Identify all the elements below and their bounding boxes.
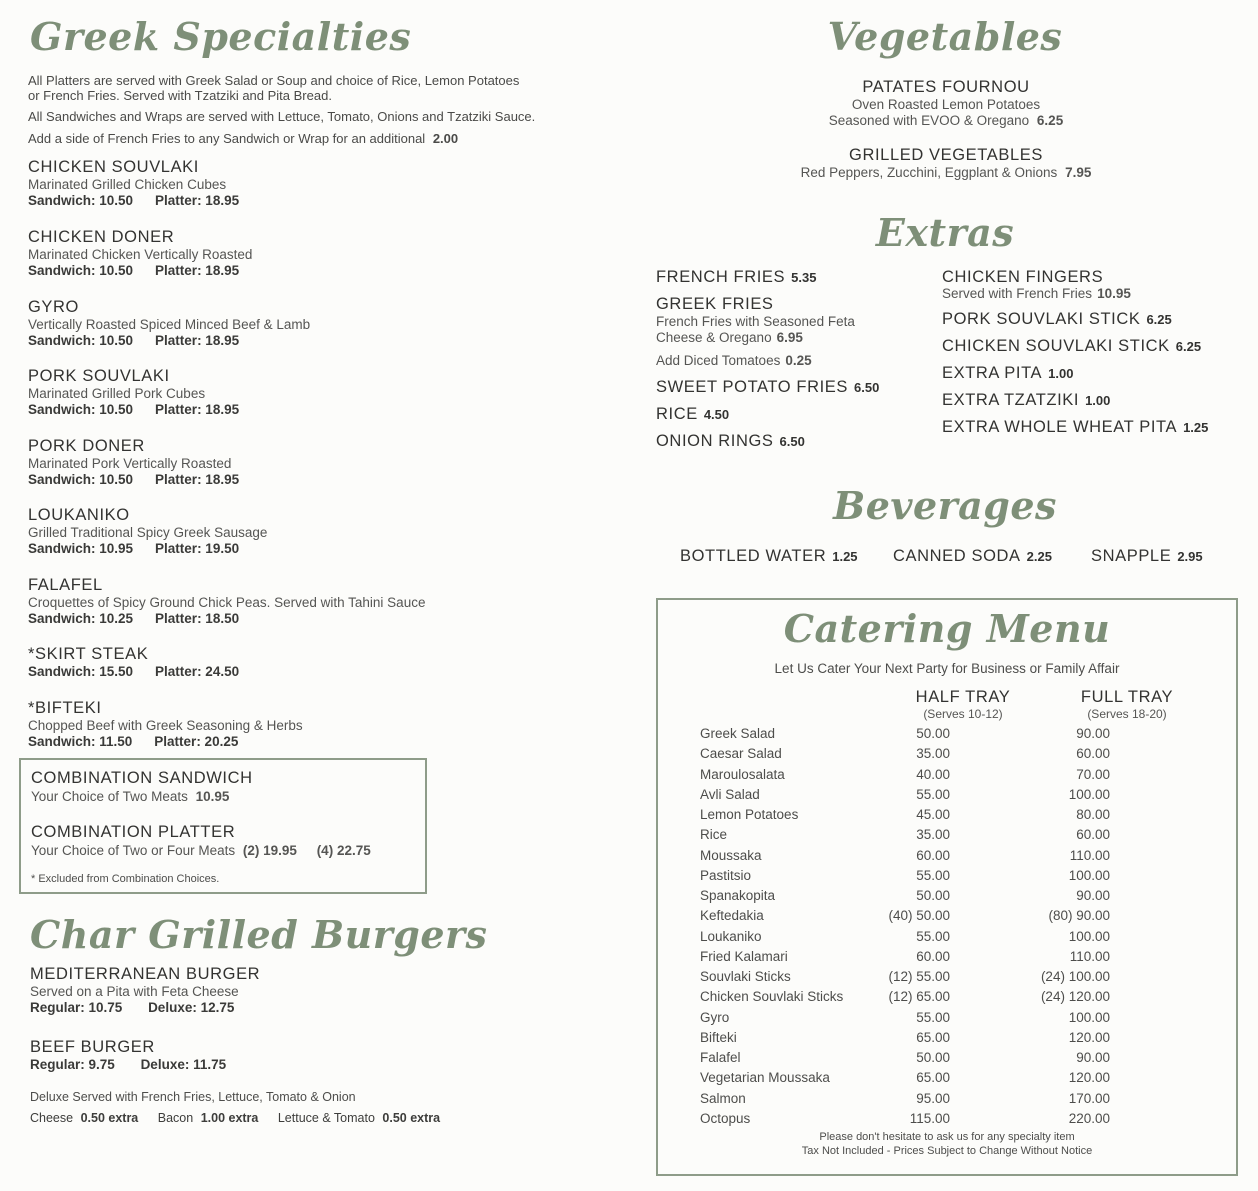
bev-soda (893, 547, 1052, 566)
bev-price: 2.95 (1177, 549, 1203, 564)
catering-row (700, 787, 1180, 807)
item-price (28, 611, 425, 627)
item-price (28, 472, 261, 488)
item-name: CHICKEN SOUVLAKI (28, 158, 199, 176)
extra-greek-fries-desc-1: French Fries with Seasoned Feta (656, 314, 855, 329)
menu-item (28, 437, 261, 488)
combination-box (19, 758, 427, 894)
veg-name: PATATES FOURNOU (862, 78, 1030, 96)
combo-note: * Excluded from Combination Choices. (31, 873, 220, 885)
catering-item-name: Loukaniko (700, 928, 762, 944)
catering-half-price: 115.00 (909, 1110, 950, 1126)
extra-price: 4.50 (703, 407, 730, 422)
item-desc: Marinated Grilled Chicken Cubes (28, 177, 227, 192)
extra-chicken-stick (942, 337, 1201, 356)
catering-full-price: 80.00 (1076, 807, 1110, 822)
veg-grilled (746, 146, 1146, 181)
catering-box (656, 598, 1238, 1176)
catering-row (700, 888, 1180, 908)
item-price (28, 402, 261, 418)
combo-sandwich-price: 10.95 (195, 789, 230, 804)
catering-half-price: 55.00 (916, 786, 950, 802)
extra-name: CHICKEN SOUVLAKI STICK (942, 337, 1170, 355)
extra-ww-pita (942, 418, 1208, 437)
catering-row (700, 1070, 1180, 1090)
item-price (28, 333, 310, 349)
catering-item-name: Falafel (700, 1050, 741, 1065)
bev-name: CANNED SODA (893, 547, 1021, 565)
catering-item-name: Bifteki (700, 1029, 737, 1045)
vegetables-title: Vegetables (827, 14, 1063, 59)
catering-half-price: 65.00 (916, 1029, 950, 1045)
catering-half-price: (40) 50.00 (888, 908, 950, 924)
bev-price: 1.25 (832, 549, 858, 564)
sandwich-price: Sandwich: 10.50 (28, 472, 134, 487)
addon-price: 0.50 extra (382, 1111, 441, 1125)
catering-row (700, 1050, 1180, 1070)
item-desc: Chopped Beef with Greek Seasoning & Herbs (28, 718, 303, 733)
burger-deluxe: Deluxe: 11.75 (140, 1057, 227, 1072)
extra-price: 6.50 (779, 434, 805, 449)
veg-desc-1: Oven Roasted Lemon Potatoes (851, 97, 1041, 112)
burger-name: MEDITERRANEAN BURGER (30, 965, 261, 983)
combo-platter-price-4: (4) 22.75 (316, 843, 371, 858)
catering-row (700, 726, 1180, 746)
item-price (28, 263, 261, 279)
extra-diced-tomatoes (656, 353, 812, 369)
catering-full-price: (24) 120.00 (1040, 989, 1110, 1005)
combo-sandwich-name: COMBINATION SANDWICH (31, 769, 253, 787)
veg-desc-2 (746, 113, 1146, 129)
intro-line-1: All Platters are served with Greek Salad or Soup and choice of Rice, Lemon Potatoes (28, 73, 520, 88)
catering-half-price: 55.00 (916, 1009, 950, 1025)
catering-row (700, 807, 1180, 827)
extra-name: EXTRA TZATZIKI (942, 391, 1080, 409)
catering-row (700, 969, 1180, 989)
platter-price: Platter: 20.25 (154, 734, 239, 749)
sandwich-price: Sandwich: 15.50 (28, 664, 134, 679)
catering-footer-2: Tax Not Included - Prices Subject to Change Without Notice (801, 1145, 1093, 1157)
catering-half-price: 35.00 (916, 746, 950, 762)
menu-item (28, 228, 261, 279)
bev-water (680, 547, 858, 566)
catering-item-name: Maroulosalata (700, 766, 785, 782)
sandwich-price: Sandwich: 11.50 (28, 734, 133, 749)
burger-price (30, 1000, 260, 1016)
platter-price: Platter: 18.95 (155, 263, 240, 278)
catering-half-price: 55.00 (916, 928, 950, 944)
catering-full-price: 170.00 (1068, 1090, 1110, 1106)
combo-sandwich-desc-text: Your Choice of Two Meats (31, 789, 188, 804)
veg-desc-1-text: Red Peppers, Zucchini, Eggplant & Onions (800, 165, 1058, 180)
item-price (28, 664, 261, 680)
menu-item (28, 367, 261, 418)
sandwich-price: Sandwich: 10.95 (28, 541, 134, 556)
catering-half-price: (12) 65.00 (888, 989, 950, 1005)
burger-regular: Regular: 9.75 (30, 1057, 115, 1072)
combo-platter-desc (31, 843, 371, 859)
extra-name: SWEET POTATO FRIES (656, 378, 849, 396)
catering-half-price: 50.00 (916, 1050, 950, 1065)
deluxe-note: Deluxe Served with French Fries, Lettuce, Tomato & Onion (30, 1090, 356, 1104)
catering-row (700, 827, 1180, 847)
catering-footer-1: Please don't hesitate to ask us for any specialty item (819, 1131, 1075, 1143)
veg-name: GRILLED VEGETABLES (849, 146, 1043, 164)
burgers-title: Char Grilled Burgers (30, 912, 488, 957)
burger-mediterranean (30, 965, 260, 1016)
catering-row (700, 989, 1180, 1009)
extra-price: 0.25 (785, 353, 812, 368)
catering-full-price: 100.00 (1068, 867, 1110, 883)
extra-price: 6.25 (1146, 312, 1172, 327)
addon-label: Lettuce & Tomato (277, 1111, 375, 1125)
intro-line-2: or French Fries. Served with Tzatziki and Pita Bread. (28, 88, 332, 103)
extra-price: 6.25 (1175, 339, 1202, 354)
catering-full-price: 90.00 (1076, 1050, 1110, 1065)
catering-full-price: 90.00 (1076, 726, 1110, 741)
extra-rice (656, 405, 729, 424)
item-name: PORK SOUVLAKI (28, 367, 170, 385)
veg-desc-2-text: Seasoned with EVOO & Oregano (828, 113, 1030, 128)
extra-name: ONION RINGS (656, 432, 774, 450)
catering-half-price: 60.00 (916, 847, 950, 863)
catering-item-name: Moussaka (700, 847, 762, 863)
burger-deluxe: Deluxe: 12.75 (148, 1000, 235, 1015)
item-desc: Croquettes of Spicy Ground Chick Peas. Served with Tahini Sauce (28, 595, 426, 610)
catering-half-price: 50.00 (916, 888, 950, 903)
menu-item (28, 158, 261, 209)
catering-row (700, 1030, 1180, 1050)
intro-line-3: All Sandwiches and Wraps are served with Lettuce, Tomato, Onions and Tzatziki Sauce. (28, 109, 536, 124)
catering-item-name: Avli Salad (700, 786, 760, 802)
veg-desc-1 (746, 165, 1146, 181)
item-name: PORK DONER (28, 437, 145, 455)
extras-title: Extras (875, 210, 1015, 255)
catering-item-name: Rice (700, 827, 728, 843)
item-price (28, 734, 303, 750)
platter-price: Platter: 18.95 (155, 402, 240, 417)
catering-full-price: (80) 90.00 (1048, 908, 1110, 924)
combo-sandwich-desc (31, 789, 229, 805)
extra-tzatziki (942, 391, 1110, 410)
catering-item-name: Spanakopita (700, 888, 776, 903)
catering-full-price: 60.00 (1076, 827, 1110, 843)
catering-item-name: Souvlaki Sticks (700, 969, 791, 984)
addon-label: Cheese (30, 1111, 74, 1125)
item-price (28, 193, 261, 209)
burger-regular: Regular: 10.75 (30, 1000, 123, 1015)
sandwich-price: Sandwich: 10.50 (28, 193, 134, 208)
extra-price: 1.00 (1048, 366, 1074, 381)
catering-full-price: 100.00 (1068, 928, 1110, 944)
burger-name: BEEF BURGER (30, 1038, 155, 1056)
half-tray-label: HALF TRAY (915, 688, 1011, 706)
extra-name: PORK SOUVLAKI STICK (942, 310, 1141, 328)
extra-greek-fries-name: GREEK FRIES (656, 295, 774, 313)
platter-price: Platter: 18.95 (155, 193, 240, 208)
platter-price: Platter: 18.50 (155, 611, 240, 626)
catering-full-price: 70.00 (1076, 766, 1110, 782)
catering-item-name: Caesar Salad (700, 746, 782, 762)
catering-row (700, 949, 1180, 969)
platter-price: Platter: 24.50 (155, 664, 240, 679)
catering-full-price: 110.00 (1069, 847, 1110, 863)
extra-name: EXTRA WHOLE WHEAT PITA (942, 418, 1178, 436)
catering-full-price: (24) 100.00 (1040, 969, 1110, 984)
item-name: LOUKANIKO (28, 506, 130, 524)
extra-name: EXTRA PITA (942, 364, 1043, 382)
extra-price: 1.25 (1183, 420, 1209, 435)
item-desc: Vertically Roasted Spiced Minced Beef & Lamb (28, 317, 311, 332)
addon-price: 1.00 extra (200, 1111, 259, 1125)
extra-greek-fries-desc-2 (656, 330, 803, 346)
catering-full-price: 60.00 (1076, 746, 1110, 762)
greek-specialties-title: Greek Specialties (30, 14, 412, 59)
catering-half-price: 50.00 (916, 726, 950, 741)
catering-full-price: 90.00 (1076, 888, 1110, 903)
veg-price: 7.95 (1065, 165, 1092, 180)
catering-half-price: 40.00 (916, 766, 950, 782)
item-desc: Marinated Pork Vertically Roasted (28, 456, 232, 471)
menu-item (28, 506, 267, 557)
item-price (28, 541, 267, 557)
catering-subtitle: Let Us Cater Your Next Party for Business or Family Affair (774, 661, 1120, 676)
catering-row (700, 1091, 1180, 1111)
combo-platter-desc-text: Your Choice of Two or Four Meats (31, 843, 236, 858)
catering-row (700, 848, 1180, 868)
catering-half-price: 55.00 (916, 867, 950, 883)
extra-price: 6.50 (854, 380, 880, 395)
catering-row (700, 868, 1180, 888)
extra-pork-stick (942, 310, 1172, 329)
item-name: *BIFTEKI (28, 699, 102, 717)
veg-price: 6.25 (1036, 113, 1064, 128)
item-name: GYRO (28, 298, 79, 316)
bev-name: BOTTLED WATER (680, 547, 827, 565)
catering-item-name: Octopus (700, 1110, 751, 1126)
catering-full-price: 220.00 (1068, 1110, 1110, 1126)
veg-patates (746, 78, 1146, 129)
catering-half-price: 35.00 (916, 827, 950, 843)
catering-row (700, 908, 1180, 928)
catering-item-name: Pastitsio (700, 867, 752, 883)
catering-row (700, 767, 1180, 787)
full-tray-serves: (Serves 18-20) (1087, 707, 1167, 721)
burger-beef (30, 1038, 248, 1073)
addon-price: 0.50 extra (80, 1111, 139, 1125)
combo-platter-price-2: (2) 19.95 (242, 843, 297, 858)
menu-item (28, 576, 425, 627)
item-name: CHICKEN DONER (28, 228, 175, 246)
catering-title: Catering Menu (783, 606, 1111, 651)
bev-snapple (1091, 547, 1203, 566)
sandwich-price: Sandwich: 10.50 (28, 333, 134, 348)
extra-name: FRENCH FRIES (656, 268, 786, 286)
full-tray-label: FULL TRAY (1080, 688, 1174, 706)
item-desc: Grilled Traditional Spicy Greek Sausage (28, 525, 268, 540)
catering-half-price: 95.00 (916, 1090, 950, 1106)
platter-price: Platter: 18.95 (155, 472, 240, 487)
platter-price: Platter: 19.50 (155, 541, 240, 556)
bev-name: SNAPPLE (1091, 547, 1172, 565)
extra-desc: Served with French Fries (942, 286, 1093, 301)
catering-full-price: 100.00 (1068, 1009, 1110, 1025)
extra-sweet-potato (656, 378, 879, 397)
catering-item-name: Gyro (700, 1009, 730, 1025)
catering-item-name: Lemon Potatoes (700, 807, 799, 822)
item-desc: Marinated Grilled Pork Cubes (28, 386, 206, 401)
menu-item (28, 298, 310, 349)
catering-item-name: Salmon (700, 1090, 746, 1106)
platter-price: Platter: 18.95 (155, 333, 240, 348)
intro-line-4 (28, 131, 628, 146)
item-name: *SKIRT STEAK (28, 645, 149, 663)
catering-half-price: 45.00 (916, 807, 950, 822)
menu-item (28, 699, 303, 750)
burger-desc: Served on a Pita with Feta Cheese (30, 984, 239, 999)
bev-price: 2.25 (1026, 549, 1052, 564)
catering-footer (658, 1130, 1236, 1158)
intro-line-4-price: 2.00 (432, 131, 459, 146)
menu-item (28, 645, 261, 680)
extra-price: 10.95 (1097, 286, 1131, 301)
catering-full-price: 120.00 (1068, 1029, 1110, 1045)
item-name: FALAFEL (28, 576, 103, 594)
burger-price (30, 1057, 248, 1073)
catering-table (700, 726, 1180, 1136)
extra-price: 6.95 (776, 330, 803, 345)
catering-half-price: 65.00 (916, 1070, 950, 1086)
greek-intro (28, 73, 628, 146)
extra-pita (942, 364, 1073, 383)
catering-full-price: 120.00 (1068, 1070, 1110, 1086)
extra-name: RICE (656, 405, 698, 423)
extra-desc: Cheese & Oregano (656, 330, 772, 345)
catering-half-price: (12) 55.00 (888, 969, 950, 984)
catering-full-price: 110.00 (1069, 948, 1110, 964)
catering-row (700, 746, 1180, 766)
sandwich-price: Sandwich: 10.50 (28, 402, 134, 417)
sandwich-price: Sandwich: 10.25 (28, 611, 134, 626)
catering-full-price: 100.00 (1068, 786, 1110, 802)
beverages-title: Beverages (833, 483, 1057, 528)
half-tray-header (883, 688, 1043, 721)
catering-item-name: Vegetarian Moussaka (700, 1070, 830, 1086)
catering-item-name: Keftedakia (700, 908, 764, 924)
extra-french-fries (656, 268, 816, 287)
extra-chicken-fingers-name: CHICKEN FINGERS (942, 268, 1104, 286)
half-tray-serves: (Serves 10-12) (923, 707, 1003, 721)
catering-half-price: 60.00 (916, 948, 950, 964)
catering-item-name: Chicken Souvlaki Sticks (700, 989, 844, 1005)
extra-onion-rings (656, 432, 805, 451)
extra-price: 5.35 (791, 270, 817, 285)
catering-item-name: Greek Salad (700, 726, 776, 741)
extra-chicken-fingers-desc (942, 286, 1131, 302)
sandwich-price: Sandwich: 10.50 (28, 263, 134, 278)
catering-item-name: Fried Kalamari (700, 948, 788, 964)
full-tray-header (1047, 688, 1207, 721)
extra-name: Add Diced Tomatoes (656, 353, 781, 368)
item-desc: Marinated Chicken Vertically Roasted (28, 247, 253, 262)
catering-row (700, 929, 1180, 949)
catering-row (700, 1010, 1180, 1030)
catering-row (700, 1111, 1180, 1131)
combo-platter-name: COMBINATION PLATTER (31, 823, 236, 841)
extra-price: 1.00 (1085, 393, 1111, 408)
addon-label: Bacon (157, 1111, 194, 1125)
burger-addons (30, 1111, 440, 1125)
intro-line-4-text: Add a side of French Fries to any Sandwich or Wrap for an additional (28, 131, 426, 146)
